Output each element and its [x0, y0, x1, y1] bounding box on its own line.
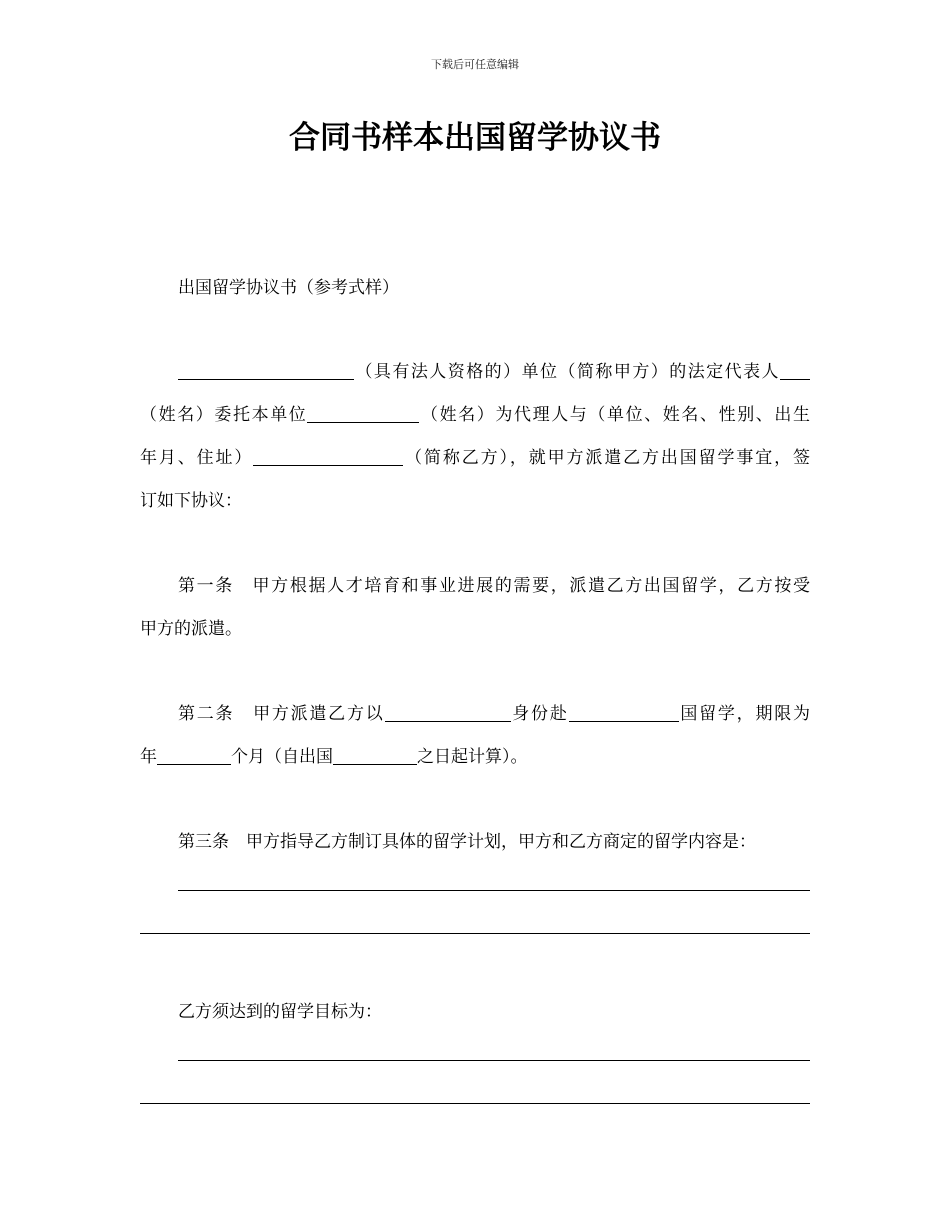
preamble-line-1	[178, 361, 810, 383]
blank-study-goal-line-1[interactable]	[178, 1060, 810, 1061]
blank-months[interactable]	[157, 746, 231, 765]
blank-legal-rep-name[interactable]	[780, 361, 810, 380]
goal-line-1: 乙方须达到的留学目标为：	[178, 1002, 382, 1022]
blank-country[interactable]	[569, 703, 679, 722]
blank-study-content-line-2[interactable]	[140, 933, 810, 934]
article-1-line-2: 甲方的派遣。	[140, 619, 242, 639]
article-2-line-2	[140, 746, 810, 768]
preamble-line-4: 订如下协议：	[140, 491, 242, 511]
preamble-text: （简称乙方），就甲方派遣乙方出国留学事宜，签	[403, 448, 810, 468]
article-2-text: 第二条 甲方派遣乙方以	[178, 704, 385, 724]
article-2-text: 之日起计算）。	[417, 747, 528, 767]
preamble-line-3	[140, 447, 810, 469]
document-title: 合同书样本出国留学协议书	[289, 120, 661, 156]
blank-party-b-info[interactable]	[253, 447, 403, 466]
subtitle: 出国留学协议书（参考式样）	[178, 278, 399, 298]
article-1-line-1: 第一条 甲方根据人才培育和事业进展的需要，派遣乙方出国留学，乙方按受	[178, 576, 810, 596]
preamble-text: （姓名）为代理人与（单位、姓名、性别、出生	[419, 405, 811, 425]
preamble-text: （具有法人资格的）单位（简称甲方）的法定代表人	[354, 362, 780, 382]
preamble-text: 年月、住址）	[140, 448, 254, 468]
article-2-text: 个月（自出国	[231, 747, 333, 767]
preamble-line-2	[140, 404, 810, 426]
blank-study-goal-line-2[interactable]	[140, 1103, 810, 1104]
article-2-text: 身份赴	[510, 704, 569, 724]
header-note: 下载后可任意编辑	[431, 58, 519, 71]
blank-party-a-unit[interactable]	[178, 361, 354, 380]
article-3-line-1: 第三条 甲方指导乙方制订具体的留学计划，甲方和乙方商定的留学内容是：	[178, 832, 756, 852]
article-2-line-1	[178, 703, 810, 725]
blank-identity[interactable]	[385, 703, 511, 722]
article-2-text: 年	[140, 747, 157, 767]
article-2-text: 国留学，期限为	[678, 704, 811, 724]
blank-agent-name[interactable]	[307, 404, 419, 423]
blank-study-content-line-1[interactable]	[178, 890, 810, 891]
preamble-text: （姓名）委托本单位	[140, 405, 308, 425]
blank-departure-date[interactable]	[333, 746, 417, 765]
